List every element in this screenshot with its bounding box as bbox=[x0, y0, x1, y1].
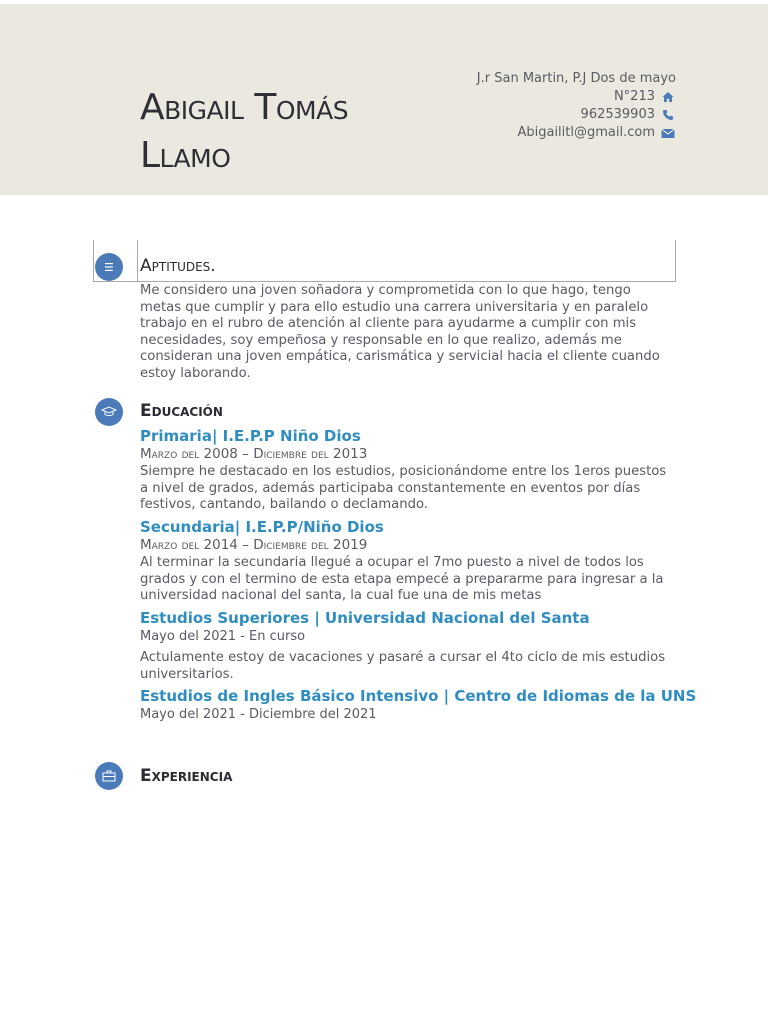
education-entry-desc: Siempre he destacado en los estudios, posicionándome entre los 1eros puestos a nivel de grados, además participaba constantemente en eventos por días festivos, cantando, bailando o declamando. bbox=[140, 464, 667, 512]
education-entry-title: Estudios Superiores | Universidad Nacional del Santa bbox=[140, 609, 590, 627]
email-row bbox=[477, 124, 676, 142]
contact-block bbox=[477, 70, 676, 142]
experience-title: Experiencia bbox=[140, 766, 233, 786]
email-address[interactable]: Abigailitl@gmail.com bbox=[517, 125, 655, 140]
name-line-1: Abigail Tomás bbox=[140, 87, 349, 128]
briefcase-icon bbox=[95, 762, 123, 790]
education-entry-date: Mayo del 2021 - En curso bbox=[140, 629, 306, 644]
phone-icon bbox=[660, 109, 676, 121]
phone-number: 962539903 bbox=[580, 107, 655, 122]
name-line-2: Llamo bbox=[140, 135, 231, 176]
education-entry-desc: Al terminar la secundaria llegué a ocupar el 7mo puesto a nivel de todos los grados y con el termino de esta etapa empecé a prepararme para ingresar a la universidad nacional del santa, la cual fue una de mis metas bbox=[140, 555, 664, 603]
education-entry-date: Marzo del 2008 – Diciembre del 2013 bbox=[140, 446, 368, 462]
education-entry-title: Estudios de Ingles Básico Intensivo | Centro de Idiomas de la UNS bbox=[140, 687, 697, 705]
education-entry-date: Mayo del 2021 - Diciembre del 2021 bbox=[140, 707, 377, 722]
phone-row bbox=[477, 106, 676, 124]
education-title: Educación bbox=[140, 401, 223, 421]
education-entry-title: Secundaria| I.E.P.P/Niño Dios bbox=[140, 518, 384, 536]
skills-text: Me considero una joven soñadora y comprometida con lo que hago, tengo metas que cumplir y para ello estudio una carrera universitaria y en paralelo trabajo en el rubro de atención al cliente para ayudarme a cumplir con mis necesidades, soy empeñosa y responsable en lo que realizo, además me consideran una joven empática, carismática y servicial hacia el cliente cuando estoy laborando. bbox=[140, 283, 660, 381]
skills-box-divider bbox=[137, 240, 138, 281]
education-entry-title: Primaria| I.E.P.P Niño Dios bbox=[140, 427, 361, 445]
list-icon bbox=[95, 253, 123, 281]
address-line-1: J.r San Martin, P.J Dos de mayo bbox=[476, 71, 676, 86]
envelope-icon bbox=[660, 128, 676, 139]
candidate-name bbox=[140, 84, 348, 180]
graduation-cap-icon bbox=[95, 398, 123, 426]
address-line-2: N°213 bbox=[613, 89, 655, 104]
address-row bbox=[477, 70, 676, 88]
skills-title: Aptitudes. bbox=[140, 256, 216, 276]
address-row-2 bbox=[477, 88, 676, 106]
education-entry-date: Marzo del 2014 – Diciembre del 2019 bbox=[140, 537, 368, 553]
education-entry-desc: Actulamente estoy de vacaciones y pasaré a cursar el 4to ciclo de mis estudios universitarios. bbox=[140, 650, 666, 682]
home-icon bbox=[660, 91, 676, 103]
